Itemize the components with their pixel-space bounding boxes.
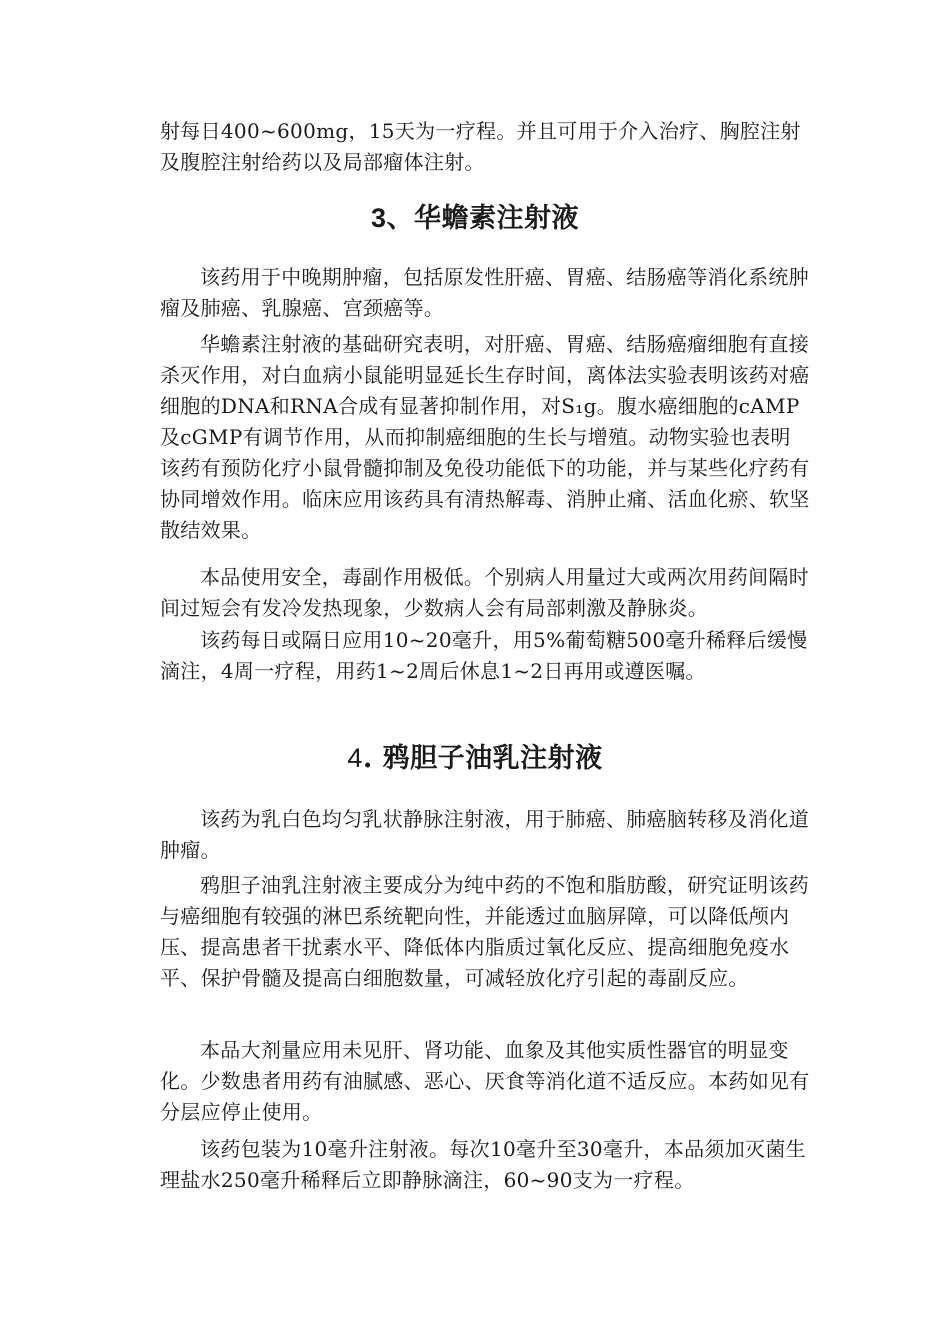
- section-4-title: . 鸦胆子油乳注射液: [362, 743, 603, 774]
- section-3-number: 3: [370, 203, 387, 233]
- section-4-paragraph-1: 该药为乳白色均匀乳状静脉注射液，用于肺癌、肺癌脑转移及消化道肿瘤。: [160, 807, 809, 862]
- section-3-title: 、华蟾素注射液: [386, 203, 580, 234]
- section-4-number: 4: [347, 743, 363, 773]
- section-3-paragraph-1: 该药用于中晚期肿瘤，包括原发性肝癌、胃癌、结肠癌等消化系统肿瘤及肺癌、乳腺癌、宫颈癌等。: [160, 265, 809, 320]
- section-4-heading: [0, 740, 950, 777]
- section-4-paragraph-4: 该药包装为10毫升注射液。每次10毫升至30毫升，本品须加灭菌生理盐水250毫升稀释后立即静脉滴注，60~90支为一疗程。: [160, 1137, 806, 1192]
- section-3-heading: [0, 200, 950, 237]
- section-3-paragraph-4: 该药每日或隔日应用10~20毫升，用5%葡萄糖500毫升稀释后缓慢滴注，4周一疗程，用药1~2周后休息1~2日再用或遵医嘱。: [160, 628, 808, 683]
- section-4-paragraph-3: 本品大剂量应用未见肝、肾功能、血象及其他实质性器官的明显变化。少数患者用药有油腻感、恶心、厌食等消化道不适反应。本药如见有分层应停止使用。: [160, 1038, 810, 1124]
- section-3-paragraph-3: 本品使用安全，毒副作用极低。个别病人用量过大或两次用药间隔时间过短会有发冷发热现象，少数病人会有局部刺激及静脉炎。: [160, 565, 809, 620]
- section-3-paragraph-2: 华蟾素注射液的基础研究表明，对肝癌、胃癌、结肠癌瘤细胞有直接杀灭作用，对白血病小鼠能明显延长生存时间，离体法实验表明该药对癌细胞的DNA和RNA合成有显著抑制作用，对S₁g。腹水癌细胞的cAMP及cGMP有调节作用，从而抑制癌细胞的生长与增殖。动物实验也表明该药有预防化疗小鼠骨髓抑制及免役功能低下的功能，并与某些化疗药有协同增效作用。临床应用该药具有清热解毒、消肿止痛、活血化瘀、软坚散结效果。: [160, 332, 810, 542]
- section-4-paragraph-2: 鸦胆子油乳注射液主要成分为纯中药的不饱和脂肪酸，研究证明该药与癌细胞有较强的淋巴系统靶向性，并能透过血脑屏障，可以降低颅内压、提高患者干扰素水平、降低体内脂质过氧化反应、提高细胞免疫水平、保护骨髓及提高白细胞数量，可减轻放化疗引起的毒副反应。: [160, 873, 809, 990]
- continued-paragraph: 射每日400~600mg，15天为一疗程。并且可用于介入治疗、胸腔注射及腹腔注射给药以及局部瘤体注射。: [160, 119, 801, 174]
